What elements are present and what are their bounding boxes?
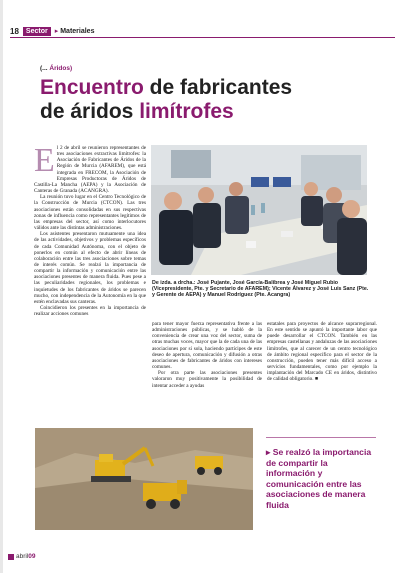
section-arrow-icon: ▸ xyxy=(54,28,59,35)
pull-quote xyxy=(266,447,376,510)
body-paragraph xyxy=(34,142,146,195)
footer-year: 09 xyxy=(28,553,36,560)
page-footer xyxy=(8,553,36,560)
title-word-encuentro: Encuentro xyxy=(40,76,144,99)
body-column-3 xyxy=(267,321,377,383)
title-line-1 xyxy=(40,76,360,100)
title-words-de-aridos: de áridos xyxy=(40,100,140,123)
article-title xyxy=(40,76,360,124)
subsection-label: Materiales xyxy=(60,27,95,35)
section-badge: Sector xyxy=(23,27,51,36)
body-paragraph: La reunión tuvo lugar en el Centro Tecnológico de la Construcción de Murcia (CTCON). Las tres asociaciones están consolidadas en sus respectivas zonas de influencia como representantes legítimos de las empresas del sector, así como interlocutores válidos ante las distintas administraciones. xyxy=(34,194,146,232)
caption-text: De izda. a drcha.: José Pujante, José García-Balibrea y José Miguel Rubio (Vicepresidente, Pte. y Secretario de AFAREM); Vicente Álvarez y José Luis Sanz (Pte. y Gerente de AEPA) y Manuel Rodríguez (Pte. Acangra) xyxy=(152,280,369,299)
footer-month: abril xyxy=(16,553,29,560)
body-paragraph: para tener mayor fuerza representativa frente a las administraciones públicas, y se habló de la conveniencia de crear una voz del sector, suma de otras muchas voces, mayor que la de cada una de las asociaciones por sí sola, haciendo partícipes de este deseo de apertura, comunicación y difusión a otras asociaciones de fabricantes de áridos con intereses comunes. xyxy=(152,321,262,371)
quote-arrow-icon: ▸ xyxy=(266,447,271,457)
body-paragraph: Los asistentes presentaron mutuamente una idea de las actividades, objetivos y problemas específicos de cada Comunidad Autónoma, con el objeto de ponerlos en común al efecto de abrir líneas de colaboración entre las tres asociaciones sobre temas de interés común. Se realzó la importancia de compartir la información y comunicación entre las asociaciones presentes de manera fluida. Pues pese a las peculiaridades regionales, los problemas e inquietudes de los fabricantes de áridos se parecen mucho, con independencia de la Autonomía en la que estén enclavadas sus canteras. xyxy=(34,231,146,305)
body-paragraph: Por otra parte las asociaciones presentes valoraron muy positivamente la posibilidad de intentar acceder a ayudas xyxy=(152,370,262,389)
kicker-tag: Áridos) xyxy=(49,65,73,72)
paragraph-text: l 2 de abril se reunieron representantes de tres asociaciones extractivas limítrofes: la Asociación de Fabricantes de Áridos de la Región de Murcia (AFAREM), que está integrada en FRECOM, la Asociación de Empresas Productoras de Áridos de Castilla-La Mancha (AEPA) y la Asociación de Canteras de Granada (ACANGRA). xyxy=(34,145,146,195)
header-rule xyxy=(10,37,395,38)
title-word-limitrofes: limítrofes xyxy=(139,100,234,123)
body-column-1 xyxy=(34,142,146,318)
drop-cap: E xyxy=(34,142,55,179)
meeting-illustration xyxy=(151,145,367,275)
title-words-de-fabricantes: de fabricantes xyxy=(143,76,293,99)
page-header xyxy=(10,25,94,37)
quarry-illustration xyxy=(35,428,253,530)
photo-caption xyxy=(152,280,372,299)
footer-logo-icon xyxy=(8,554,14,560)
page-edge xyxy=(0,0,3,573)
title-line-2 xyxy=(40,100,360,124)
quote-rule xyxy=(266,437,376,438)
body-paragraph: estatales para proyectos de alcance suprarregional. En este sentido se apuntó la importante labor que puede desarrollar el CTCON. También en las empresas castellanas y andaluzas de las asociaciones limítrofes, que al carecer de un centro tecnológico de ámbito regional específico para el sector de la construcción, pueden tener más difícil acceso a servicios fundamentales, como por ejemplo la implantación del Marcado CE en áridos, distintivo de calidad obligatorio. ■ xyxy=(267,321,377,383)
body-column-2 xyxy=(152,321,262,389)
page-number: 18 xyxy=(10,26,19,36)
meeting-photo xyxy=(151,145,367,275)
article-kicker xyxy=(40,65,72,72)
body-paragraph: Coincidieron los presentes en la importancia de realizar acciones comunes xyxy=(34,305,146,318)
quarry-photo xyxy=(35,428,253,530)
kicker-dots: (... xyxy=(40,65,48,72)
quote-text: Se realzó la importancia de compartir la información y comunicación entre las asociaciones de manera fluida xyxy=(266,447,372,510)
